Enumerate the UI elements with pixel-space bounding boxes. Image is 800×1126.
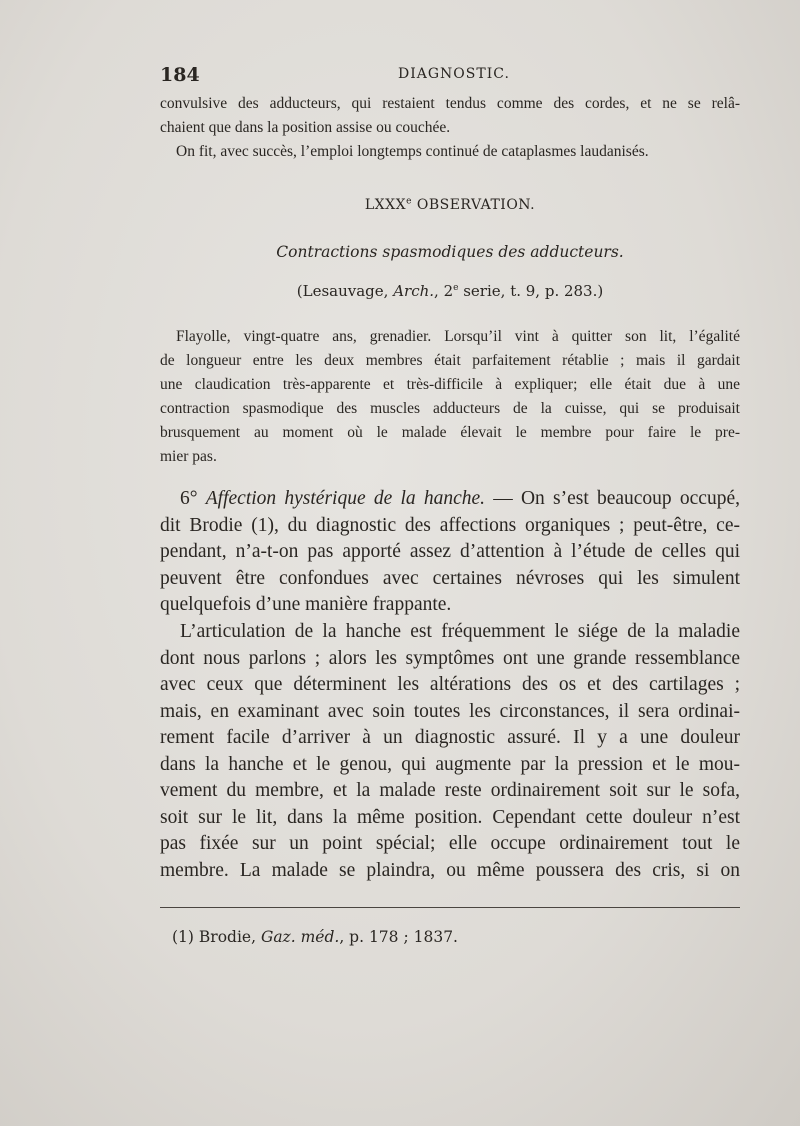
text-line: une claudication très-apparente et très-difficile à expliquer; elle était due à une <box>160 376 740 393</box>
text-line: vement du membre, et la malade reste ordinairement soit sur le sofa, <box>160 780 740 801</box>
text-line: membre. La malade se plaindra, ou même poussera des cris, si on <box>160 859 740 881</box>
text-line: rement facile d’arriver à un diagnostic assuré. Il y a une douleur <box>160 727 740 748</box>
section-number: 6° <box>180 488 206 509</box>
text-line: chaient que dans la position assise ou couchée. <box>160 119 451 136</box>
footnote: (1) Brodie, Gaz. méd., p. 178 ; 1837. <box>172 928 458 946</box>
observation-title: LXXXe OBSERVATION. <box>364 196 536 213</box>
text-line: dit Brodie (1), du diagnostic des affections organiques ; peut-être, ce- <box>160 514 740 536</box>
text-line: de longueur entre les deux membres était parfaitement rétablie ; mais il gardait <box>160 352 740 369</box>
text-line: Flayolle, vingt-quatre ans, grenadier. Lorsqu’il vint à quitter son lit, l’égalité <box>176 328 740 345</box>
section-paragraph-2 <box>160 619 740 884</box>
text-line: contraction spasmodique des muscles adducteurs de la cuisse, qui se produisait <box>160 400 740 417</box>
text-line: dont nous parlons ; alors les symptômes ont une grande ressemblance <box>160 647 740 669</box>
text-line: convulsive des adducteurs, qui restaient tendus comme des cordes, et ne se relâ- <box>160 95 740 112</box>
text-line: avec ceux que déterminent les altérations des os et des cartilages ; <box>160 674 740 695</box>
text-line: pendant, n’a-t-on pas apporté assez d’attention à l’étude de celles qui <box>160 541 740 562</box>
observation-source: (Lesauvage, Arch., 2e serie, t. 9, p. 283.) <box>296 282 604 300</box>
section-heading-line: 6° Affection hystérique de la hanche. — On s’est beaucoup occupé, <box>180 488 740 509</box>
intro-paragraph <box>160 92 740 164</box>
section-paragraph-1 <box>160 486 740 619</box>
text-line: L’articulation de la hanche est fréquemment le siége de la maladie <box>180 621 740 642</box>
text-line: On fit, avec succès, l’emploi longtemps continué de cataplasmes laudanisés. <box>176 143 649 160</box>
footnote-marker: (1) <box>172 928 194 946</box>
text-line: soit sur le lit, dans la même position. Cependant cette douleur n’est <box>160 806 740 828</box>
text-line: dans la hanche et le genou, qui augmente par la pression et le mou- <box>160 753 740 775</box>
observation-subtitle: Contractions spasmodiques des adducteurs. <box>276 243 624 261</box>
footnote-divider <box>160 907 740 908</box>
observation-body <box>160 325 740 469</box>
text-line: mais, en examinant avec soin toutes les circonstances, il sera ordinai- <box>160 700 740 722</box>
text-line: pas fixée sur un point spécial; elle occupe ordinairement tout le <box>160 833 740 854</box>
text-line: peuvent être confondues avec certaines névroses qui les simulent <box>160 567 740 589</box>
page-header <box>160 64 740 88</box>
text-line: quelquefois d’une manière frappante. <box>160 594 452 615</box>
section-title: Affection hystérique de la hanche. <box>205 488 486 509</box>
text-line: mier pas. <box>160 448 217 465</box>
text-line: brusquement au moment où le malade élevait le membre pour faire le pre- <box>160 424 740 441</box>
running-head: DIAGNOSTIC. <box>398 66 510 82</box>
page-number: 184 <box>160 64 200 86</box>
